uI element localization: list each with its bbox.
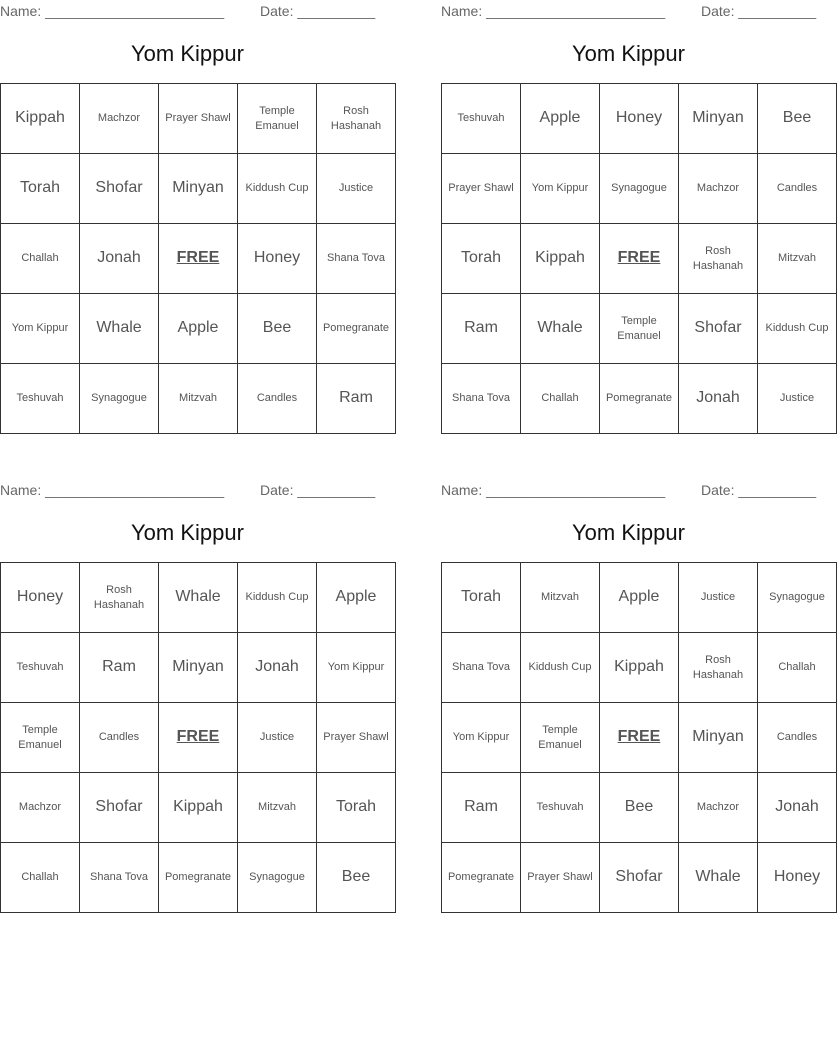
card-title: Yom Kippur (131, 520, 244, 545)
grid-cell: Kippah (521, 224, 600, 294)
bingo-grid (0, 83, 396, 434)
grid-cell: Bee (758, 84, 837, 154)
grid-cell: Torah (442, 563, 521, 633)
name-field-label: Name: _______________________ (441, 482, 666, 498)
grid-cell: Candles (80, 703, 159, 773)
grid-cell: Bee (238, 294, 317, 364)
date-field-label: Date: __________ (701, 3, 817, 19)
grid-row (442, 843, 837, 913)
free-cell: FREE (600, 224, 679, 294)
grid-cell: Justice (317, 154, 396, 224)
name-date-line (0, 2, 375, 20)
grid-cell: Yom Kippur (1, 294, 80, 364)
grid-cell: Ram (442, 294, 521, 364)
grid-cell: Torah (317, 773, 396, 843)
grid-row (1, 633, 396, 703)
grid-cell: Teshuvah (1, 364, 80, 434)
grid-row (1, 843, 396, 913)
grid-cell: Kiddush Cup (238, 154, 317, 224)
grid-row (1, 563, 396, 633)
grid-cell: Kippah (1, 84, 80, 154)
grid-cell: Honey (600, 84, 679, 154)
grid-cell: Torah (442, 224, 521, 294)
grid-cell: Teshuvah (442, 84, 521, 154)
grid-cell: Challah (521, 364, 600, 434)
grid-cell: Candles (238, 364, 317, 434)
grid-cell: Prayer Shawl (442, 154, 521, 224)
grid-cell: Kippah (159, 773, 238, 843)
grid-cell: Prayer Shawl (159, 84, 238, 154)
grid-cell: Pomegranate (600, 364, 679, 434)
date-field-label: Date: __________ (260, 3, 376, 19)
grid-cell: Rosh Hashanah (679, 224, 758, 294)
grid-cell: Mitzvah (238, 773, 317, 843)
grid-cell: Teshuvah (521, 773, 600, 843)
grid-cell: Apple (159, 294, 238, 364)
name-date-line (0, 481, 375, 499)
grid-cell: Machzor (80, 84, 159, 154)
grid-cell: Shana Tova (442, 364, 521, 434)
grid-cell: Rosh Hashanah (80, 563, 159, 633)
grid-row (1, 154, 396, 224)
grid-cell: Kiddush Cup (238, 563, 317, 633)
grid-cell: Candles (758, 154, 837, 224)
grid-cell: Minyan (679, 84, 758, 154)
grid-row (1, 294, 396, 364)
grid-cell: Prayer Shawl (521, 843, 600, 913)
bingo-grid (441, 562, 837, 913)
grid-cell: Machzor (679, 154, 758, 224)
grid-cell: Torah (1, 154, 80, 224)
grid-cell: Temple Emanuel (600, 294, 679, 364)
grid-cell: Synagogue (238, 843, 317, 913)
grid-cell: Teshuvah (1, 633, 80, 703)
grid-cell: Ram (442, 773, 521, 843)
grid-cell: Temple Emanuel (521, 703, 600, 773)
grid-cell: Whale (159, 563, 238, 633)
grid-cell: Mitzvah (521, 563, 600, 633)
grid-cell: Jonah (80, 224, 159, 294)
grid-cell: Apple (521, 84, 600, 154)
grid-cell: Whale (80, 294, 159, 364)
grid-cell: Jonah (238, 633, 317, 703)
grid-cell: Rosh Hashanah (317, 84, 396, 154)
free-cell: FREE (159, 703, 238, 773)
bingo-grid (441, 83, 837, 434)
grid-cell: Mitzvah (159, 364, 238, 434)
grid-row (442, 703, 837, 773)
grid-row (1, 224, 396, 294)
bingo-grid (0, 562, 396, 913)
grid-cell: Jonah (758, 773, 837, 843)
grid-row (442, 364, 837, 434)
grid-row (442, 154, 837, 224)
grid-row (442, 84, 837, 154)
grid-cell: Challah (758, 633, 837, 703)
grid-cell: Mitzvah (758, 224, 837, 294)
grid-cell: Justice (238, 703, 317, 773)
name-field-label: Name: _______________________ (0, 3, 225, 19)
grid-cell: Justice (758, 364, 837, 434)
grid-cell: Apple (600, 563, 679, 633)
grid-cell: Prayer Shawl (317, 703, 396, 773)
grid-row (1, 703, 396, 773)
grid-cell: Bee (317, 843, 396, 913)
grid-cell: Minyan (159, 633, 238, 703)
card-title: Yom Kippur (131, 41, 244, 66)
grid-cell: Synagogue (80, 364, 159, 434)
grid-cell: Whale (521, 294, 600, 364)
free-cell: FREE (159, 224, 238, 294)
grid-cell: Kippah (600, 633, 679, 703)
date-field-label: Date: __________ (701, 482, 817, 498)
grid-cell: Shana Tova (80, 843, 159, 913)
grid-cell: Minyan (159, 154, 238, 224)
grid-cell: Shofar (80, 773, 159, 843)
grid-cell: Machzor (1, 773, 80, 843)
grid-cell: Honey (238, 224, 317, 294)
grid-cell: Kiddush Cup (758, 294, 837, 364)
grid-row (1, 84, 396, 154)
grid-cell: Ram (80, 633, 159, 703)
free-cell: FREE (600, 703, 679, 773)
grid-cell: Rosh Hashanah (679, 633, 758, 703)
grid-cell: Machzor (679, 773, 758, 843)
grid-row (442, 633, 837, 703)
grid-cell: Pomegranate (442, 843, 521, 913)
grid-cell: Minyan (679, 703, 758, 773)
name-field-label: Name: _______________________ (441, 3, 666, 19)
grid-row (442, 563, 837, 633)
grid-cell: Yom Kippur (442, 703, 521, 773)
grid-cell: Shofar (80, 154, 159, 224)
grid-cell: Yom Kippur (317, 633, 396, 703)
grid-cell: Bee (600, 773, 679, 843)
grid-cell: Yom Kippur (521, 154, 600, 224)
grid-cell: Synagogue (758, 563, 837, 633)
grid-cell: Shofar (600, 843, 679, 913)
grid-row (442, 294, 837, 364)
grid-cell: Honey (758, 843, 837, 913)
grid-row (442, 773, 837, 843)
card-title: Yom Kippur (572, 41, 685, 66)
grid-cell: Temple Emanuel (238, 84, 317, 154)
grid-cell: Honey (1, 563, 80, 633)
name-date-line (441, 2, 816, 20)
name-date-line (441, 481, 816, 499)
grid-cell: Shana Tova (442, 633, 521, 703)
grid-cell: Whale (679, 843, 758, 913)
grid-cell: Challah (1, 843, 80, 913)
name-field-label: Name: _______________________ (0, 482, 225, 498)
date-field-label: Date: __________ (260, 482, 376, 498)
grid-cell: Jonah (679, 364, 758, 434)
grid-cell: Ram (317, 364, 396, 434)
grid-cell: Candles (758, 703, 837, 773)
grid-row (442, 224, 837, 294)
grid-row (1, 364, 396, 434)
grid-cell: Pomegranate (317, 294, 396, 364)
grid-cell: Shofar (679, 294, 758, 364)
grid-cell: Justice (679, 563, 758, 633)
grid-cell: Apple (317, 563, 396, 633)
grid-row (1, 773, 396, 843)
card-title: Yom Kippur (572, 520, 685, 545)
grid-cell: Shana Tova (317, 224, 396, 294)
grid-cell: Challah (1, 224, 80, 294)
grid-cell: Kiddush Cup (521, 633, 600, 703)
grid-cell: Temple Emanuel (1, 703, 80, 773)
grid-cell: Synagogue (600, 154, 679, 224)
grid-cell: Pomegranate (159, 843, 238, 913)
